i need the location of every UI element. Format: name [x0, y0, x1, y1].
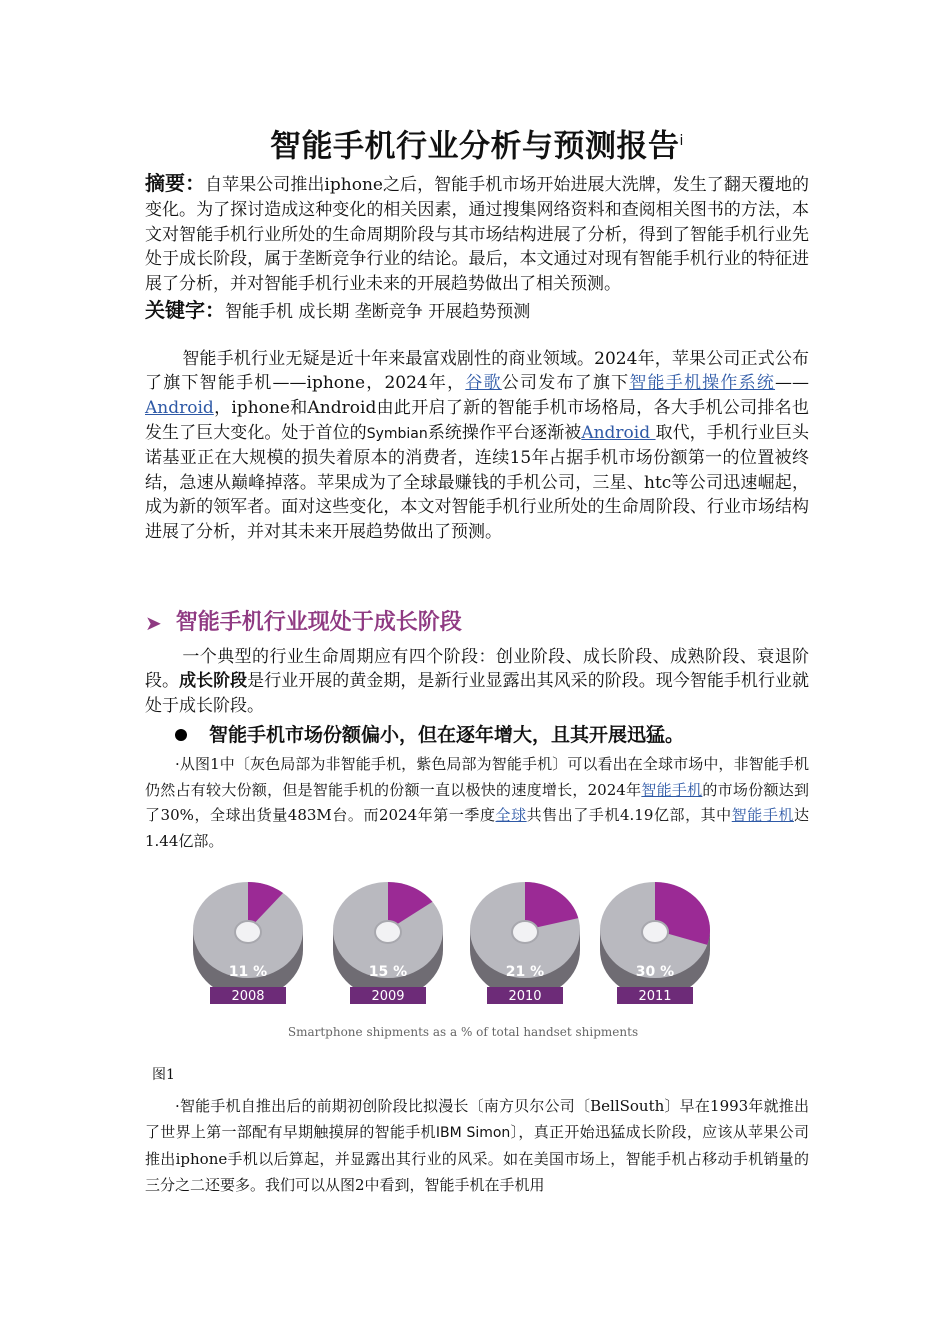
- pie-center-hole: [512, 921, 538, 943]
- figure1-description: ·从图1中〔灰色局部为非智能手机，紫色局部为智能手机〕可以看出在全球市场中，非智能手机仍然占有较大份额，但是智能手机的份额一直以极快的速度增长，2024年智能手机的市场份额达到了30%，全球出货量483M台。而2024年第一季度全球共售出了手机4.19亿部，其中智能手机达1.44亿部。: [145, 755, 809, 850]
- abstract-text: 自苹果公司推出iphone之后，智能手机市场开始进展大洗牌，发生了翻天覆地的变化。为了探讨造成这种变化的相关因素，通过搜集网络资料和查阅相关图书的方法，本文对智能手机行业所处的生命周期阶段与其市场结构进展了分析，得到了智能手机行业先处于成长阶段，属于垄断竞争行业的结论。最后，本文通过对现有智能手机行业的特征进展了分析，并对智能手机行业未来的开展趋势做出了相关预测。: [145, 175, 810, 294]
- link-google[interactable]: 谷歌: [465, 373, 502, 394]
- year-label: 2011: [638, 989, 672, 1005]
- figure1-label: 图1: [152, 1067, 175, 1084]
- year-label: 2010: [508, 989, 542, 1005]
- keywords-text: 智能手机 成长期 垄断竞争 开展趋势预测: [225, 302, 531, 323]
- pie-2010: [470, 882, 580, 1004]
- pie-percent-label: 21 %: [505, 964, 545, 981]
- figure1-chart: [145, 870, 809, 1055]
- early-stage-paragraph: ·智能手机自推出后的前期初创阶段比拟漫长〔南方贝尔公司〔BellSouth〕早在1993年就推出了世界上第一部配有早期触摸屏的智能手机IBM Simon〕，真正开始迅猛成长阶段，应该从苹果公司推出iphone手机以后算起，并显露出其行业的风采。如在美国市场上，智能手机占移动手机销量的三分之二还要多。我们可以从图2中看到，智能手机在手机用: [145, 1097, 809, 1195]
- bullet-market-share: 智能手机市场份额偏小，但在逐年增大，且其开展迅猛。: [175, 720, 809, 750]
- link-smartphone-os[interactable]: 智能手机操作系统: [629, 373, 776, 394]
- growth-stage-bold: 成长阶段: [179, 671, 248, 692]
- pie-2009: [333, 882, 443, 1004]
- pie-center-hole: [642, 921, 668, 943]
- arrow-bullet-icon: ➤: [145, 610, 162, 635]
- bullet-dot-icon: [175, 729, 187, 741]
- symbian-word: Symbian: [366, 425, 428, 442]
- link-smartphone[interactable]: 智能手机: [641, 780, 703, 799]
- pie-2008: [193, 882, 303, 1004]
- year-label: 2008: [231, 989, 265, 1005]
- pie-percent-label: 11 %: [228, 964, 268, 981]
- pie-center-hole: [235, 921, 261, 943]
- link-android-2[interactable]: Android: [581, 422, 656, 443]
- title-footnote-marker[interactable]: i: [679, 133, 684, 149]
- abstract-paragraph: [145, 171, 809, 296]
- document-body: [145, 118, 809, 1198]
- year-label: 2009: [371, 989, 405, 1005]
- lifecycle-paragraph: 一个典型的行业生命周期应有四个阶段：创业阶段、成长阶段、成熟阶段、衰退阶段。成长阶段是行业开展的黄金期，是新行业显露出其风采的阶段。现今智能手机行业就处于成长阶段。: [145, 646, 810, 716]
- keywords-label: 关键字：: [145, 298, 225, 323]
- link-android[interactable]: Android: [145, 398, 214, 419]
- ibm-simon-word: IBM Simon: [435, 1125, 511, 1142]
- pie-center-hole: [375, 921, 401, 943]
- document-title: 智能手机行业分析与预测报告$^i$: [270, 128, 684, 165]
- link-global[interactable]: 全球: [495, 806, 527, 825]
- pie-2011: [600, 882, 710, 1004]
- link-smartphone-2[interactable]: 智能手机: [731, 806, 794, 825]
- smartphone-share-pies: [145, 870, 809, 1055]
- intro-paragraph: 智能手机行业无疑是近十年来最富戏剧性的商业领域。2024年，苹果公司正式公布了旗下智能手机——iphone，2024年，谷歌公司发布了旗下智能手机操作系统——Android，iphone和Android由此开启了新的智能手机市场格局，各大手机公司排名也发生了巨大变化。处于首位的Symbian系统操作平台逐渐被Android 取代，手机行业巨头诺基亚正在大规模的损失着原本的消费者，连续15年占据手机市场份额第一的位置被终结，急速从巅峰掉落。苹果成为了全球最赚钱的手机公司，三星、htc等公司迅速崛起，成为新的领军者。面对这些变化，本文对智能手机行业所处的生命周阶段、行业市场结构进展了分析，并对其未来开展趋势做出了预测。: [145, 348, 810, 543]
- chart-caption: Smartphone shipments as a % of total handset shipments: [287, 1025, 639, 1040]
- section-heading-growth-stage: ➤ 智能手机行业现处于成长阶段: [145, 607, 809, 639]
- pie-percent-label: 30 %: [635, 964, 675, 981]
- abstract-label: 摘要：: [145, 171, 206, 196]
- pie-percent-label: 15 %: [368, 964, 408, 981]
- keywords-line: [145, 298, 809, 325]
